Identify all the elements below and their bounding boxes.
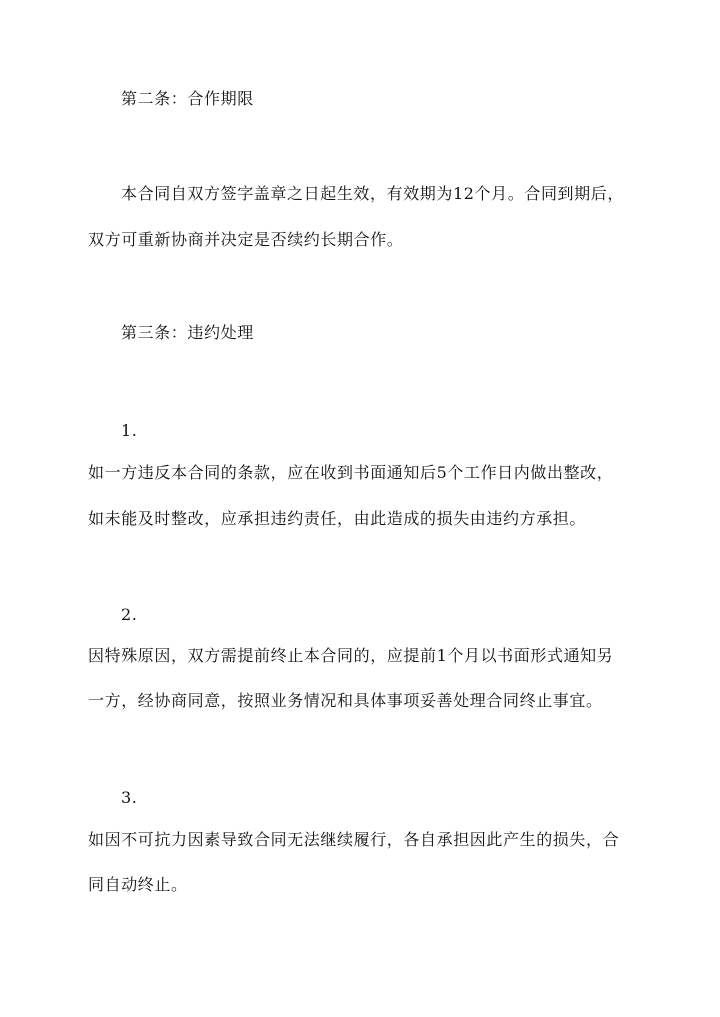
item-2-number: 2. (121, 605, 138, 624)
item-1-line-1: 如一方违反本合同的条款，应在收到书面通知后5个工作日内做出整改， (88, 463, 614, 482)
article-2-paragraph-line-1: 本合同自双方签字盖章之日起生效，有效期为12个月。合同到期后， (121, 184, 624, 203)
item-3-line-2: 同自动终止。 (88, 875, 188, 894)
item-3-line-1: 如因不可抗力因素导致合同无法继续履行，各自承担因此产生的损失，合 (88, 830, 620, 849)
article-3-heading: 第三条：违约处理 (121, 323, 254, 342)
item-3-number: 3. (121, 788, 138, 807)
item-1-line-2: 如未能及时整改，应承担违约责任，由此造成的损失由违约方承担。 (88, 509, 587, 528)
item-1-number: 1. (121, 421, 138, 440)
article-2-paragraph-line-2: 双方可重新协商并决定是否续约长期合作。 (88, 230, 404, 249)
item-2-line-1: 因特殊原因，双方需提前终止本合同的，应提前1个月以书面形式通知另 (88, 646, 614, 665)
article-2-heading: 第二条：合作期限 (121, 89, 254, 108)
item-2-line-2: 一方，经协商同意，按照业务情况和具体事项妥善处理合同终止事宜。 (88, 691, 603, 710)
